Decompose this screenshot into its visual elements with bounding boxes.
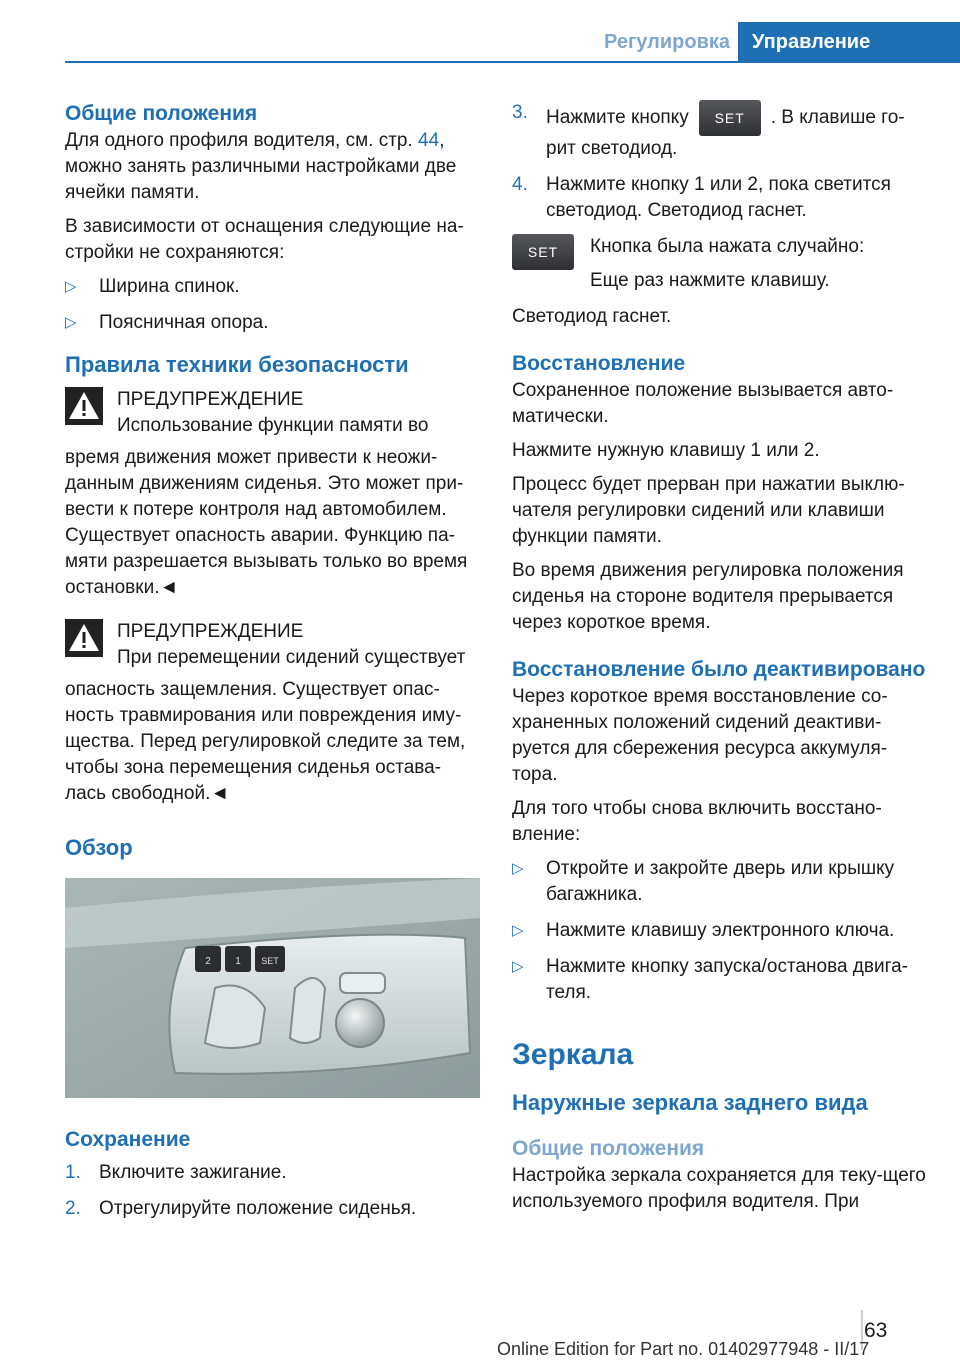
note-after: Светодиод гаснет. [512,306,672,327]
restore-paragraph-3: Процесс будет прерван при нажатии выклю-чателя регулировки сидений или клавиши функции памяти. [512,474,905,547]
triangle-bullet-icon: ▷ [65,314,77,331]
list-item: ▷ Откройте и закройте дверь или крышку багажника. [512,858,895,905]
page-link[interactable]: 44 [418,130,440,151]
list-item: ▷ Ширина спинок. [65,274,480,300]
memory-buttons [195,946,285,972]
set-button: SET [512,234,574,270]
edition-text: Online Edition for Part no. 01402977948 - II/17 [497,1339,870,1359]
warning-lead: Использование функции памяти во [117,415,429,436]
triangle-bullet-icon: ▷ [512,922,524,939]
header-tab-controls[interactable]: Управление [738,22,960,63]
general-paragraph-2: В зависимости от оснащения следующие на-стройки не сохраняются: [65,216,464,263]
memory-button-set[interactable]: SET [261,956,279,966]
safety-heading: Правила техники безопасности [65,352,409,377]
warning-body-1: время движения может привести к неожи-данным движениям сиденья. Это может при-вести к потере контроля над автомобилем. Существует опасность аварии. Функцию па-мяти разрешается вызывать только во время остановки.◄ [65,447,468,598]
list-item: ▷ Нажмите кнопку запуска/останова двига-теля. [512,956,909,1003]
exterior-mirrors-heading: Наружные зеркала заднего вида [512,1090,868,1115]
memory-button-2[interactable]: 2 [205,956,211,967]
step-item: 4. Нажмите кнопку 1 или 2, пока светится светодиод. Светодиод гаснет. [512,174,891,221]
saving-steps [65,1160,480,1222]
saving-steps-continued [512,100,927,224]
seat-memory-photo [65,878,480,1098]
step-item: 1. Включите зажигание. [65,1162,287,1183]
note-line-1: Кнопка была нажата случайно: [590,236,865,257]
warning-block-1 [65,387,480,439]
restore-paragraph-4: Во время движения регулировка положения сиденья на стороне водителя прерывается через короткое время. [512,560,904,633]
note-block [512,234,927,294]
warning-body-2: опасность защемления. Существует опас-ность травмирования или повреждения иму-щества. Перед регулировкой следите за тем, чтобы зона перемещения сиденья остава-лась свободной.◄ [65,679,466,804]
restore-paragraph-2: Нажмите нужную клавишу 1 или 2. [512,440,820,461]
list-item: ▷ Нажмите клавишу электронного ключа. [512,918,927,944]
deactivated-heading: Восстановление было деактивировано [512,658,926,681]
warning-triangle-icon [65,619,103,657]
warning-title: ПРЕДУПРЕЖДЕНИЕ [117,621,304,642]
saving-heading: Сохранение [65,1128,191,1151]
step-item: 3. Нажмите кнопку SET . В клавише го-рит светодиод. [512,102,905,159]
restore-heading: Восстановление [512,352,686,375]
list-item: ▷ Поясничная опора. [65,310,480,336]
warning-lead: При перемещении сидений существует [117,647,466,668]
triangle-bullet-icon: ▷ [512,958,524,975]
mirrors-general-heading: Общие положения [512,1137,705,1160]
general-paragraph-1: Для одного профиля водителя, см. стр. 44, можно занять различными настройками две ячейки памяти. [65,130,457,203]
overview-heading: Обзор [65,835,133,860]
general-heading: Общие положения [65,102,258,125]
warning-block-2 [65,619,480,671]
reactivate-list [512,856,927,1006]
not-saved-list [65,274,480,336]
header-rule [65,61,960,63]
warning-title: ПРЕДУПРЕЖДЕНИЕ [117,389,304,410]
triangle-bullet-icon: ▷ [65,278,77,295]
left-column [65,100,480,1232]
set-button: SET [699,100,761,136]
warning-triangle-icon [65,387,103,425]
step-item: 2. Отрегулируйте положение сиденья. [65,1198,417,1219]
deactivated-paragraph-1: Через короткое время восстановление со-храненных положений сидений деактиви-руется для сбережения ресурса аккумуля-тора. [512,686,888,785]
restore-paragraph-1: Сохраненное положение вызывается авто-матически. [512,380,894,427]
mirrors-paragraph: Настройка зеркала сохраняется для теку-щего используемого профиля водителя. При [512,1165,926,1212]
right-column [512,100,927,1223]
mirrors-heading: Зеркала [512,1038,634,1071]
deactivated-paragraph-2: Для того чтобы снова включить восстано-вление: [512,798,882,845]
header-tab-adjustment[interactable]: Регулировка [603,31,730,53]
triangle-bullet-icon: ▷ [512,860,524,877]
note-line-2: Еще раз нажмите клавишу. [590,270,830,291]
memory-button-1[interactable]: 1 [235,956,241,967]
page-number: 63 [864,1319,888,1342]
